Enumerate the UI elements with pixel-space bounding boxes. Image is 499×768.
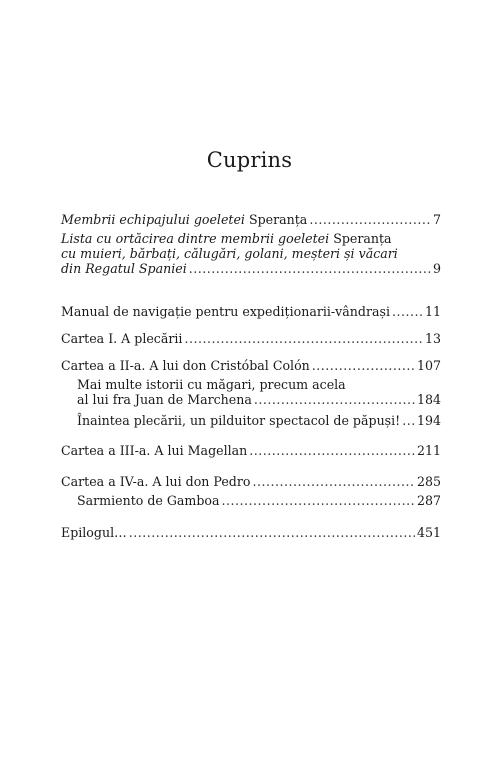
toc-subentry xyxy=(77,493,441,508)
leader-dots xyxy=(184,331,423,346)
toc-entry-title: Epilogul… xyxy=(61,525,127,540)
page-title: Cuprins xyxy=(206,148,293,172)
toc-page-number: 9 xyxy=(432,261,441,276)
toc-entry-title-italic: Lista cu ortăcirea dintre membrii goeletei xyxy=(61,231,330,246)
toc-page-number: 13 xyxy=(424,331,441,346)
toc-page-number: 451 xyxy=(416,525,441,540)
toc-subentry xyxy=(77,377,441,407)
toc-entry-title: Cartea I. A plecării xyxy=(61,331,183,346)
toc-subentry xyxy=(77,413,441,428)
toc-page-number: 287 xyxy=(416,493,441,508)
toc-entry-title: Înaintea plecării, un pilduitor spectacol de păpuși! xyxy=(77,413,401,428)
toc-page-number: 184 xyxy=(416,392,441,407)
toc-entry-title: Cartea a II-a. A lui don Cristóbal Colón xyxy=(61,358,310,373)
leader-dots xyxy=(254,392,415,407)
toc-entry-title-roman: Speranța xyxy=(248,212,308,227)
leader-dots xyxy=(309,212,431,227)
toc-entry xyxy=(61,231,441,276)
toc-page-number: 211 xyxy=(416,443,441,458)
toc-entry xyxy=(61,304,441,319)
leader-dots xyxy=(249,443,415,458)
toc-entry-title: Cartea a III-a. A lui Magellan xyxy=(61,443,248,458)
toc-entry-title-line-1: Mai multe istorii cu măgari, precum acela xyxy=(77,377,346,392)
toc-entry-title-line-2: al lui fra Juan de Marchena xyxy=(77,392,252,407)
leader-dots xyxy=(402,413,415,428)
toc-entry xyxy=(61,525,441,540)
leader-dots xyxy=(312,358,415,373)
leader-dots xyxy=(222,493,415,508)
toc-entry xyxy=(61,443,441,458)
toc-page-number: 7 xyxy=(432,212,441,227)
toc-entry xyxy=(61,358,441,373)
toc-entry xyxy=(61,212,441,227)
toc-page-number: 285 xyxy=(416,474,441,489)
toc-entry-title-italic: Membrii echipajului goeletei xyxy=(61,212,245,227)
toc-entry xyxy=(61,331,441,346)
toc-page-number: 107 xyxy=(416,358,441,373)
toc-entry-title-line-2: cu muieri, bărbați, călugări, golani, meșteri și văcari xyxy=(61,246,398,261)
toc-entry xyxy=(61,474,441,489)
leader-dots xyxy=(129,525,415,540)
toc-entry-title: Cartea a IV-a. A lui don Pedro xyxy=(61,474,251,489)
toc-page-number: 194 xyxy=(416,413,441,428)
leader-dots xyxy=(252,474,415,489)
toc-entry-title: Manual de navigație pentru expediționarii-vândrași xyxy=(61,304,390,319)
toc-entry-title-line-3: din Regatul Spaniei xyxy=(61,261,187,276)
leader-dots xyxy=(189,261,431,276)
leader-dots xyxy=(392,304,423,319)
toc-page-number: 11 xyxy=(424,304,441,319)
toc-entry-title: Sarmiento de Gamboa xyxy=(77,493,220,508)
toc-entry-title-roman: Speranța xyxy=(333,231,392,246)
